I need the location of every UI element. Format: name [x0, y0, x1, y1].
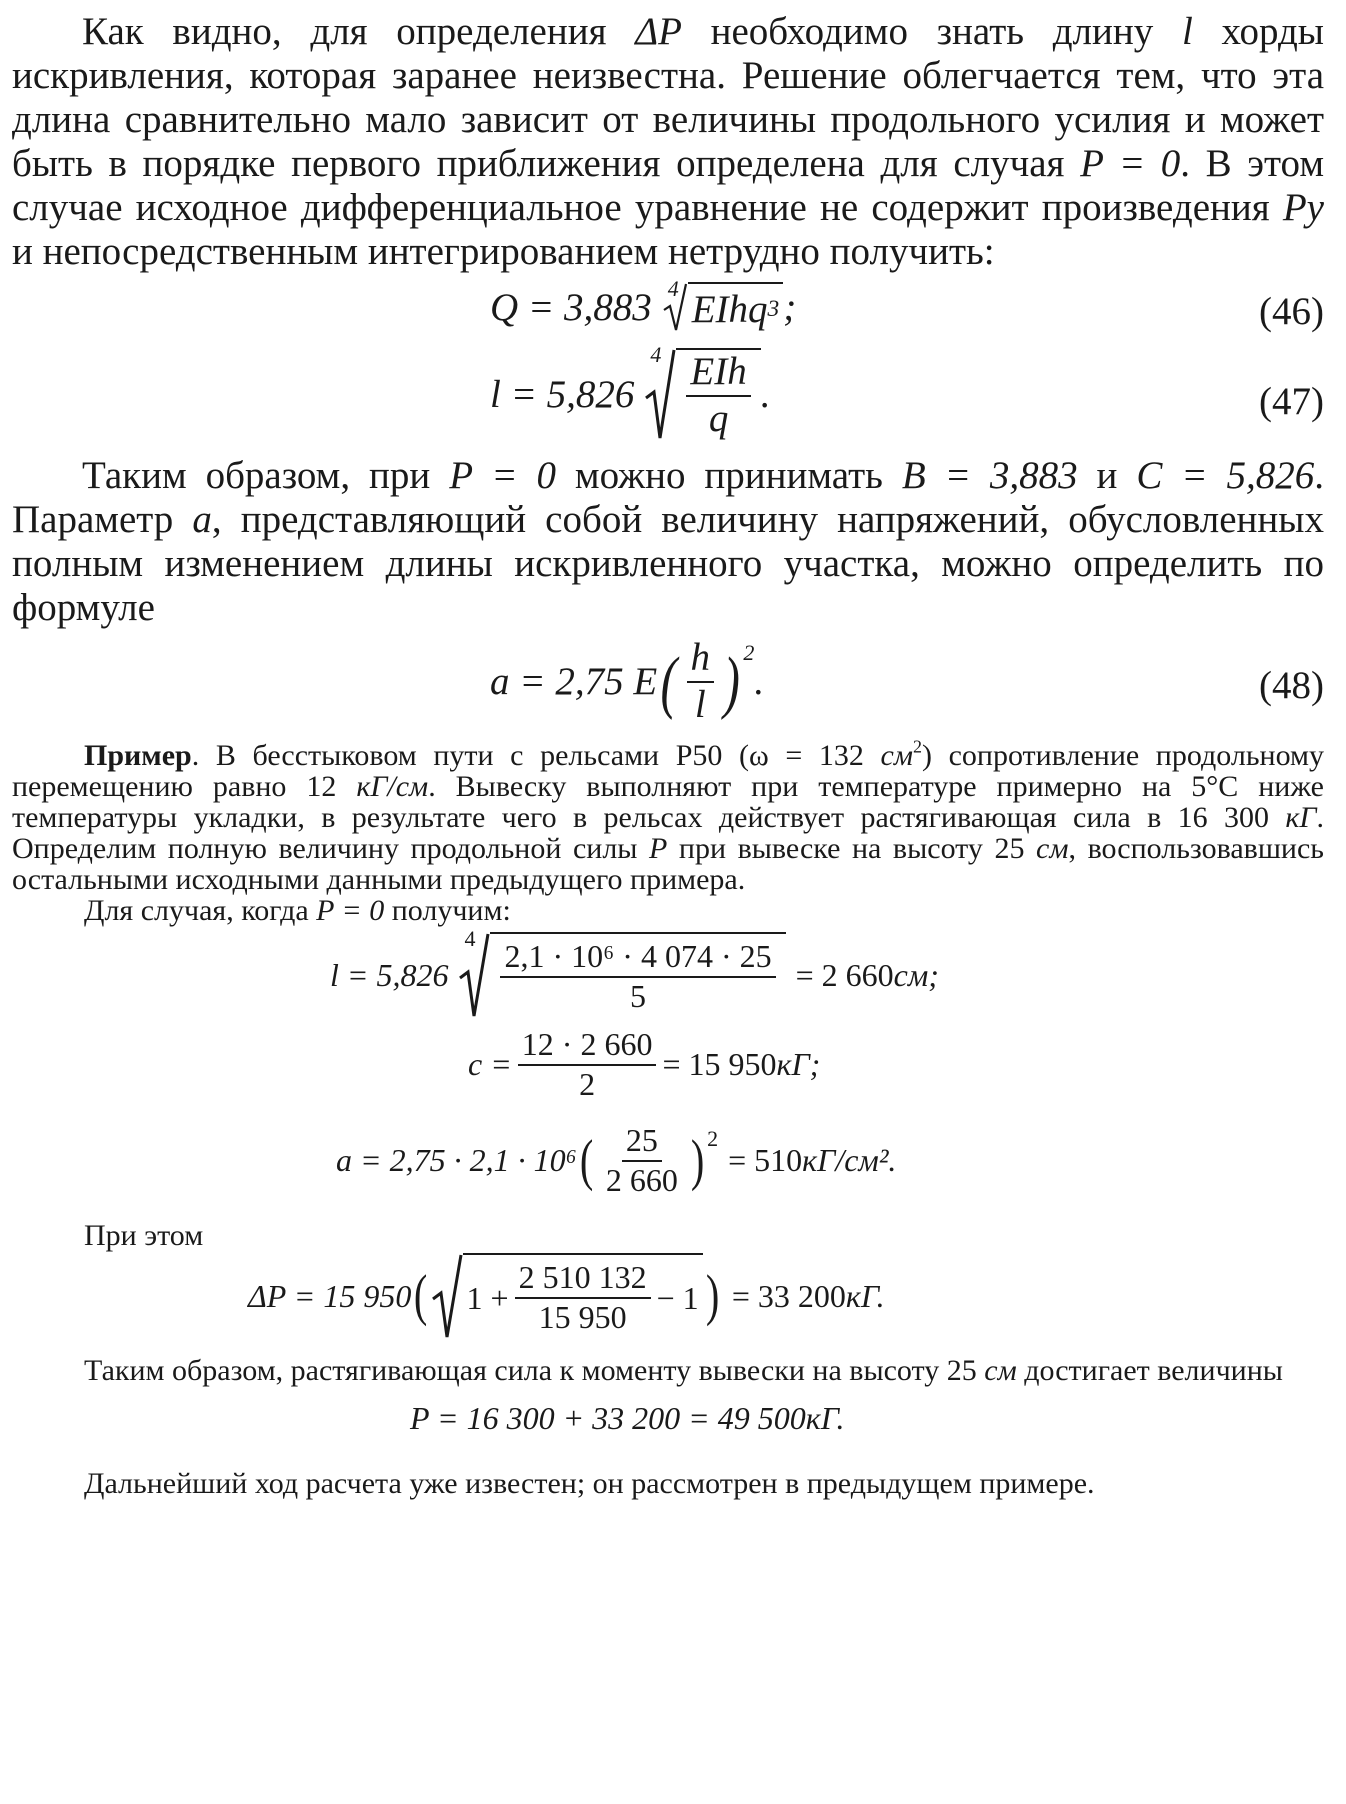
numerator: 2 510 132: [515, 1261, 651, 1299]
symbol-p0: P = 0: [449, 454, 556, 497]
root-index: 4: [667, 276, 679, 301]
text: необходимо знать длину: [681, 10, 1182, 53]
example-formula-l: [12, 926, 1324, 1026]
text: Как видно, для определения: [82, 10, 636, 53]
text: . В этом случае исходное дифференциальное уравнение не содержит произведения: [12, 142, 1324, 229]
text: при вывеске на высоту 25: [667, 832, 1037, 865]
exponent: 2: [707, 1126, 719, 1151]
radicand: EIhq: [691, 287, 768, 331]
formula-48: [12, 630, 1324, 740]
text: . Определим полную величину продольной силы: [12, 801, 1324, 865]
paragraph-at-this: При этом: [84, 1219, 204, 1252]
example-label: Пример: [84, 739, 192, 772]
unit: см;: [893, 956, 939, 993]
text: ) сопротивление продольному перемещению равно 12: [12, 739, 1324, 803]
denominator: l: [694, 682, 706, 726]
unit: кГ.: [805, 1400, 845, 1436]
text: , представляющий собой величину напряжений, обусловленных полным изменением длины искривленного участка, можно определить по формуле: [12, 498, 1324, 629]
text: достигает величины: [1016, 1354, 1283, 1387]
text: Таким образом, при: [82, 454, 450, 497]
lhs: ΔP = 15 950: [248, 1277, 412, 1314]
total-force: P = 16 300 + 33 200 = 49 500: [410, 1400, 806, 1436]
text: получим:: [384, 894, 511, 927]
open-paren: (: [660, 642, 678, 721]
equation-number-48: (48): [1259, 663, 1324, 707]
unit-exponent: 2: [912, 736, 922, 757]
formula-46-lhs: Q = 3,883: [490, 285, 652, 329]
numerator: EIh: [686, 352, 750, 397]
unit: кГ/см: [356, 770, 429, 803]
text: и непосредственным интегрированием нетрудно получить:: [12, 230, 995, 273]
unit: кГ: [1285, 801, 1317, 834]
text: хорды искривления, которая заранее неизвестна. Решение облегчается тем, что эта длина сравнительно мало зависит от величины продольного усилия и может быть в порядке первого приближения определена для случая: [12, 10, 1325, 185]
denominator: q: [708, 397, 729, 440]
punct: .: [754, 660, 765, 704]
lhs: l = 5,826: [330, 956, 449, 993]
lhs: c =: [468, 1046, 512, 1083]
example-formula-a: [12, 1120, 1324, 1220]
paragraph-case: [12, 895, 1324, 926]
text: Таким образом, растягивающая сила к моменту вывески на высоту 25: [84, 1354, 985, 1387]
unit: см: [880, 739, 913, 772]
fourth-root: [458, 926, 785, 1018]
denominator: 15 950: [538, 1299, 627, 1335]
close-paren: ): [705, 1264, 719, 1328]
unit: кГ.: [845, 1277, 885, 1314]
result: = 2 660: [795, 956, 894, 993]
text: . Вывеску выполняют при температуре примерно на 5°С ниже температуры укладки, в результате чего в рельсах действует растягивающая сила в 16 300: [12, 770, 1324, 834]
numerator: h: [687, 638, 715, 683]
lhs: a = 2,75 · 2,1 · 10⁶: [336, 1142, 577, 1179]
symbol-py: Py: [1282, 186, 1324, 229]
result: = 510: [728, 1142, 803, 1179]
result: = 15 950: [662, 1046, 777, 1083]
numerator: 2,1 · 10⁶ · 4 074 · 25: [500, 940, 775, 978]
open-paren: (: [579, 1128, 594, 1192]
example-formula-p: [12, 1386, 1324, 1454]
denominator: 2 660: [605, 1161, 678, 1198]
root-index: 4: [650, 342, 662, 367]
formula-47-lhs: l = 5,826: [490, 372, 635, 416]
punct: .: [760, 372, 771, 416]
unit: см: [984, 1354, 1017, 1387]
text: . В бесстыковом пути с рельсами Р50 (ω = 132: [191, 739, 881, 772]
close-paren: ): [690, 1128, 705, 1192]
unit: кГ/см².: [802, 1142, 897, 1179]
text: можно принимать: [556, 454, 902, 497]
root-index: 4: [464, 926, 476, 951]
close-paren: ): [723, 642, 740, 721]
text: . Параметр: [12, 454, 1325, 541]
formula-46: [12, 274, 1324, 348]
punct: ;: [783, 285, 797, 329]
symbol-l: l: [1181, 10, 1193, 53]
denominator: 5: [630, 978, 647, 1014]
example-formula-delta-p: [12, 1251, 1324, 1355]
text: и: [1077, 454, 1137, 497]
paragraph-example: [12, 736, 1324, 896]
unit: см: [1036, 832, 1069, 865]
equation-number-46: (46): [1259, 289, 1324, 333]
symbol-delta-p: ΔP: [635, 10, 682, 53]
formula-47: [12, 342, 1324, 454]
denominator: 2: [579, 1065, 596, 1102]
exponent: 2: [743, 640, 755, 665]
symbol-p0: P = 0: [1080, 142, 1181, 185]
result: = 33 200: [731, 1277, 846, 1314]
unit: кГ;: [776, 1046, 821, 1083]
equation-number-47: (47): [1259, 379, 1324, 423]
value-b: B = 3,883: [901, 454, 1078, 497]
text: , воспользовавшись остальными исходными данными предыдущего примера.: [12, 832, 1324, 896]
symbol-a: a: [192, 498, 212, 541]
minus-one: − 1: [656, 1279, 699, 1316]
paragraph-intro: [12, 10, 1324, 274]
numerator: 12 · 2 660: [518, 1028, 657, 1066]
paragraph-parameters: [12, 454, 1324, 630]
one-plus: 1 +: [466, 1279, 509, 1316]
paragraph-thus: [12, 1355, 1324, 1386]
value-c: C = 5,826: [1136, 454, 1315, 497]
paragraph-final: Дальнейший ход расчета уже известен; он рассмотрен в предыдущем примере.: [84, 1467, 1095, 1500]
example-formula-c: [12, 1026, 1324, 1120]
formula-48-lhs: a = 2,75 E: [490, 660, 658, 704]
numerator: 25: [622, 1124, 662, 1162]
fourth-root: 4 EIhq 3: [662, 282, 784, 332]
square-root: [431, 1253, 703, 1339]
open-paren: (: [414, 1264, 428, 1328]
text: Для случая, когда: [84, 894, 317, 927]
symbol-p0: P = 0: [316, 894, 385, 927]
symbol-p: P: [649, 832, 668, 865]
fourth-root: [644, 342, 760, 440]
